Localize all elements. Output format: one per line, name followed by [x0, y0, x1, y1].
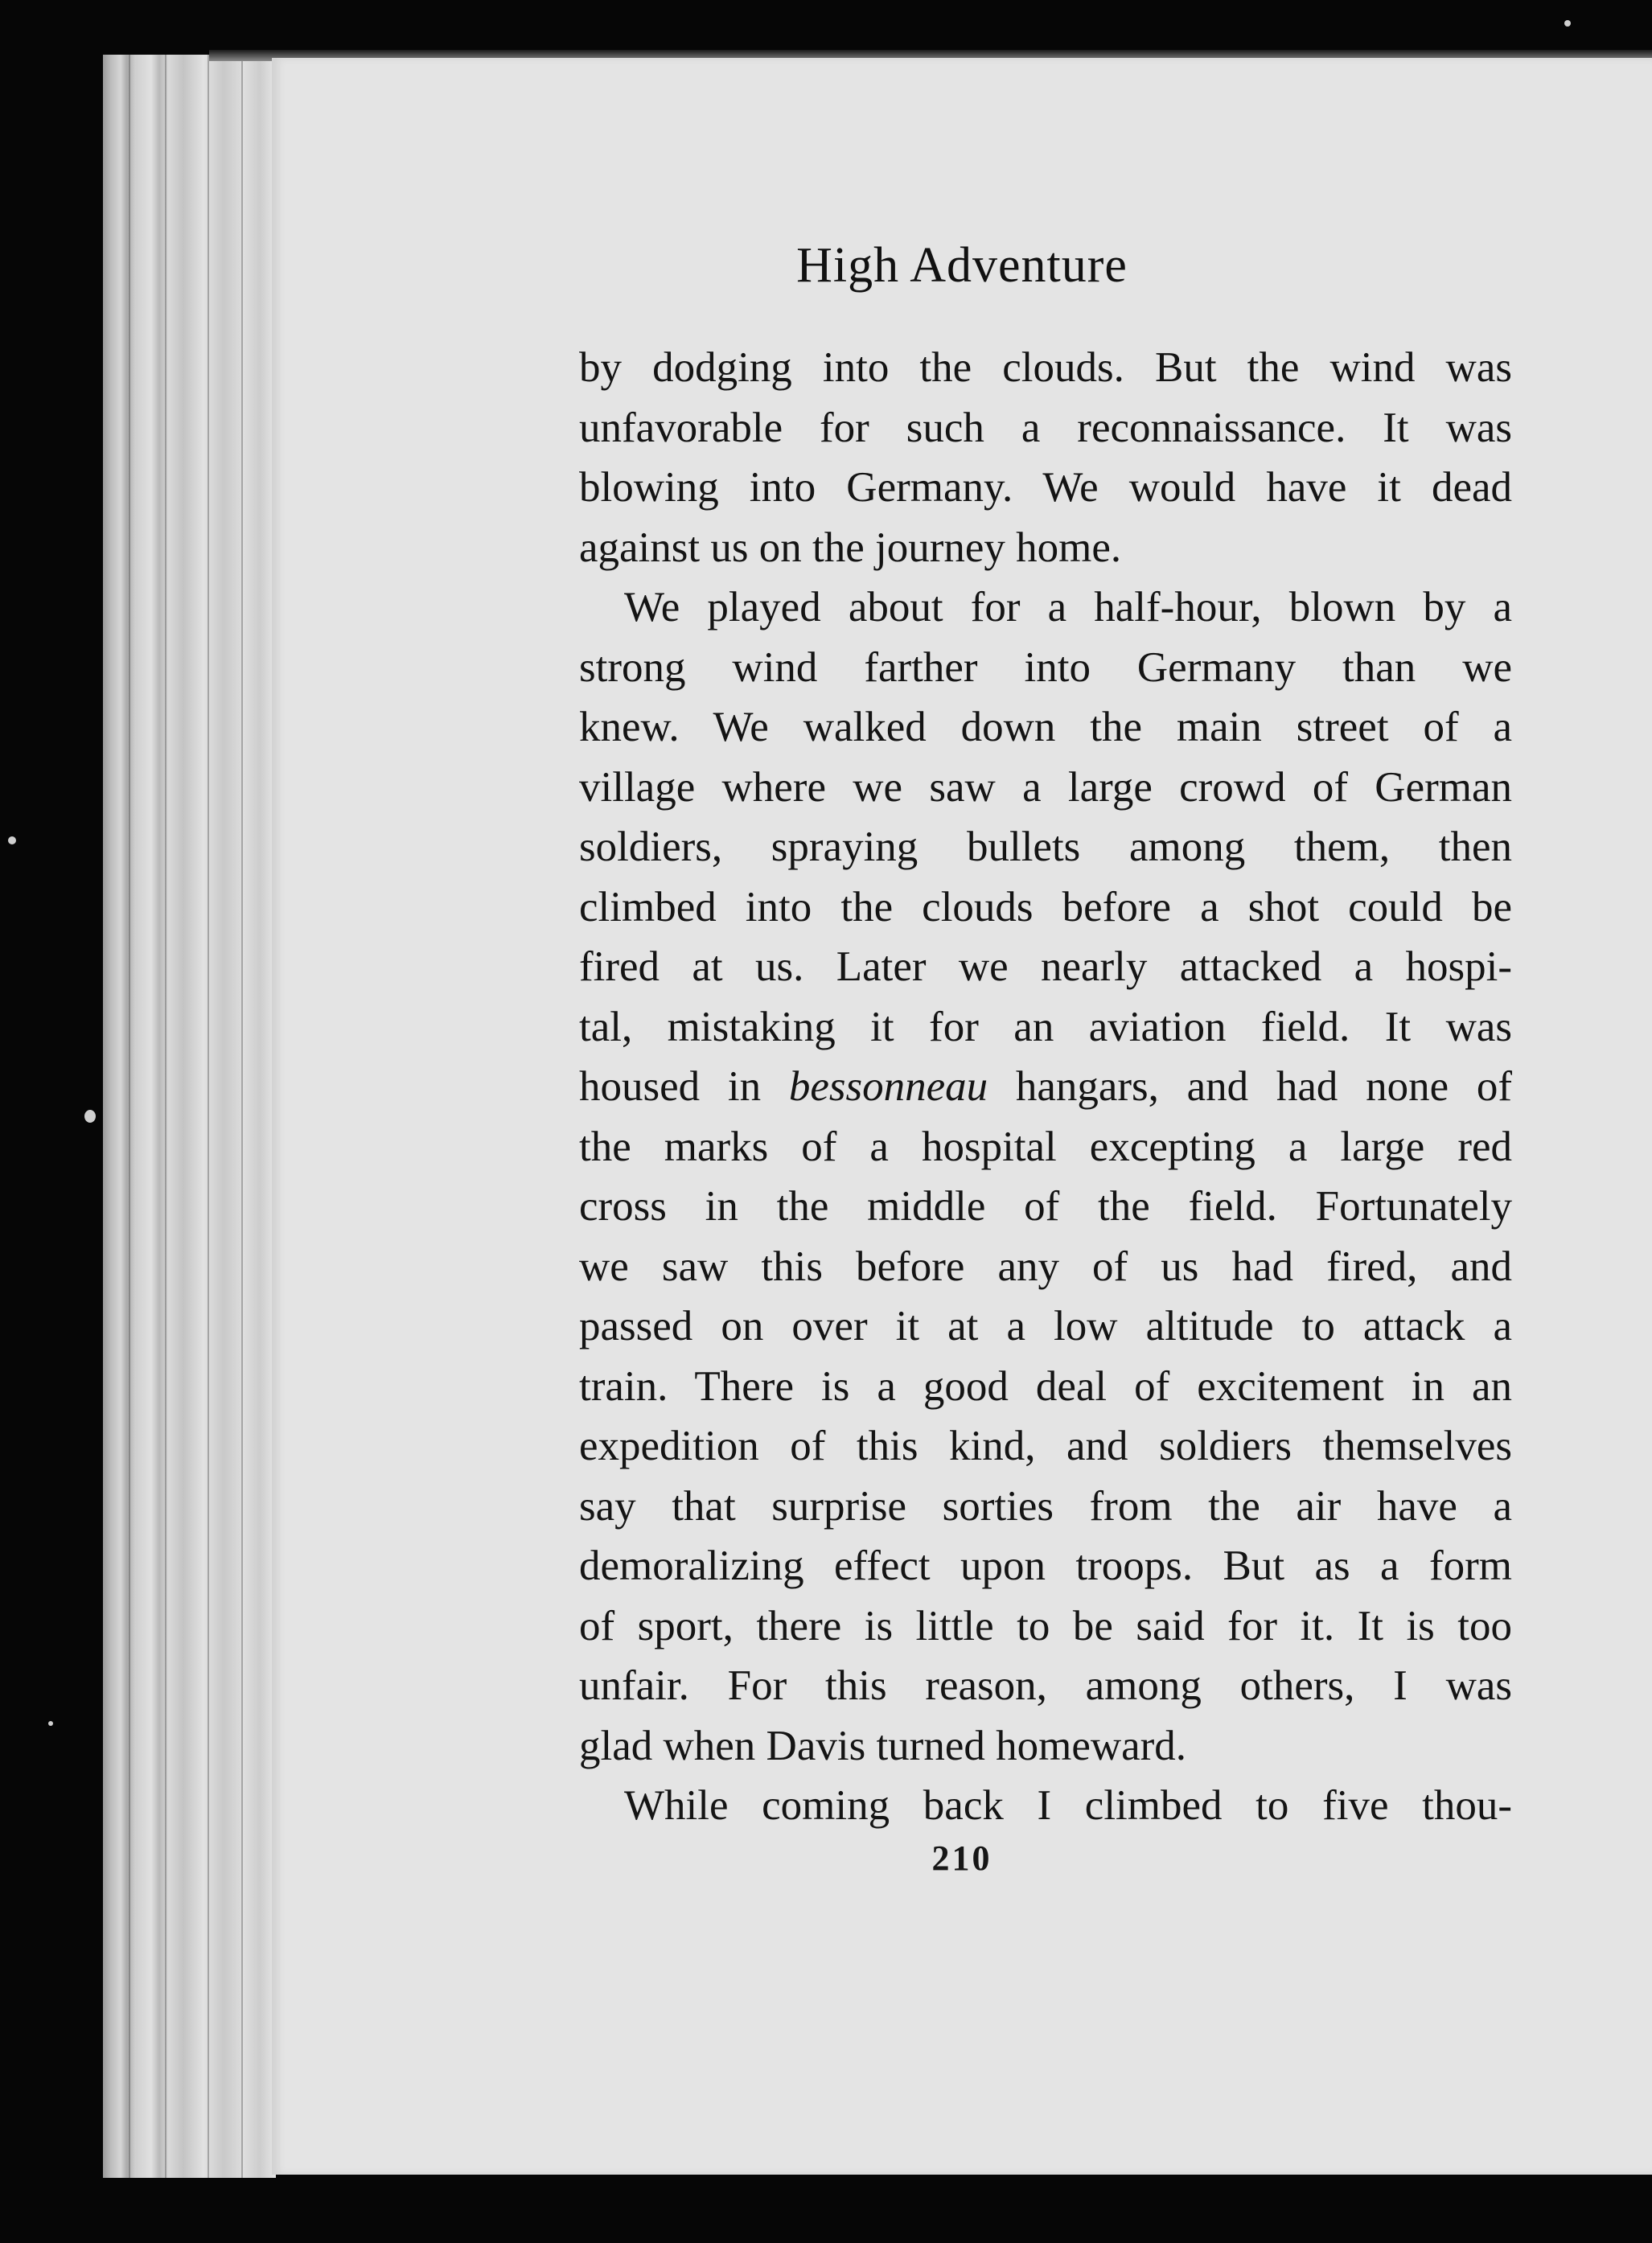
text-line: We played about for a half-hour, blown by a	[624, 584, 1512, 631]
text-line: strong wind farther into Germany than we	[579, 643, 1512, 691]
text-line: glad when Davis turned homeward.	[579, 1722, 1187, 1769]
text-line: While coming back I climbed to five thou-	[624, 1782, 1512, 1829]
running-head: High Adventure	[796, 238, 1128, 293]
page-edge-line	[129, 55, 130, 2178]
text-line: housed in bessonneau hangars, and had none of	[579, 1063, 1513, 1110]
scan-speck	[48, 1721, 53, 1726]
text-line: expedition of this kind, and soldiers themselves	[579, 1423, 1512, 1469]
text-line: the marks of a hospital excepting a large red	[579, 1123, 1512, 1170]
text-line: tal, mistaking it for an aviation field. It was	[579, 1003, 1512, 1050]
page-edge-line	[241, 55, 243, 2178]
text-line: we saw this before any of us had fired, and	[579, 1243, 1512, 1290]
page-edge-line	[208, 55, 209, 2178]
text-line: climbed into the clouds before a shot could be	[579, 883, 1512, 930]
text-line: by dodging into the clouds. But the wind was	[579, 344, 1512, 391]
text-line: against us on the journey home.	[579, 524, 1122, 571]
page-edge-line	[165, 55, 166, 2178]
page-number: 210	[931, 1838, 992, 1878]
text-line: village where we saw a large crowd of German	[579, 763, 1512, 811]
scan-speck	[1564, 20, 1571, 27]
scan-speck	[8, 836, 16, 844]
text-line: passed on over it at a low altitude to attack a	[579, 1303, 1512, 1349]
text-line: demoralizing effect upon troops. But as a form	[579, 1543, 1512, 1589]
scan-speck	[84, 1110, 96, 1123]
text-line: blowing into Germany. We would have it dead	[579, 464, 1512, 511]
italic-term: bessonneau	[788, 1063, 988, 1110]
text-line: unfavorable for such a reconnaissance. It was	[579, 404, 1512, 451]
body-text	[579, 338, 1512, 1836]
text-line: cross in the middle of the field. Fortunately	[579, 1183, 1512, 1230]
text-line: unfair. For this reason, among others, I was	[579, 1662, 1512, 1709]
text-line: knew. We walked down the main street of a	[579, 704, 1512, 750]
text-line: fired at us. Later we nearly attacked a hospi-	[579, 943, 1512, 990]
text-line: train. There is a good deal of excitement in an	[579, 1362, 1512, 1410]
text-line: of sport, there is little to be said for it. It is too	[579, 1602, 1512, 1649]
text-line: say that surprise sorties from the air have a	[579, 1482, 1512, 1530]
text-line: soldiers, spraying bullets among them, then	[579, 824, 1512, 870]
